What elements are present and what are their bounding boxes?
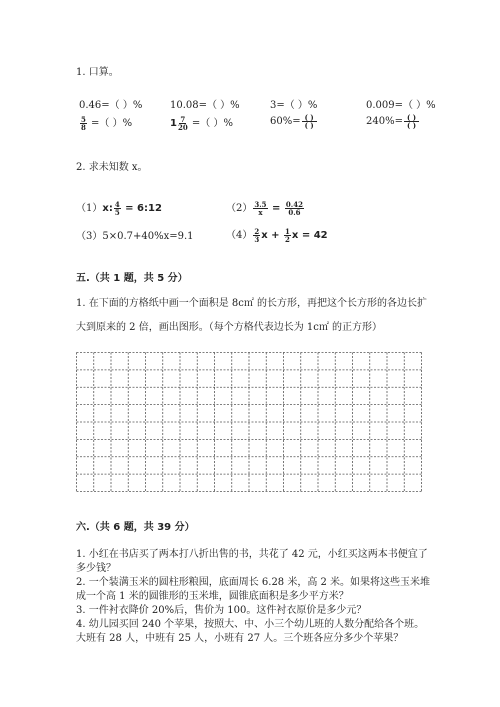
section-6-line-7: 大班有 28 人，中班有 25 人，小班有 27 人。三个班各应分多少个苹果？ (76, 633, 404, 644)
section-6-line-4: 成一个高 1 米的圆锥形的玉米堆，圆锥底面积是多少平方米？ (76, 591, 349, 602)
oral-item-1: 0.46=（ ）% (79, 100, 143, 111)
fraction-denominator: ( ) (406, 121, 417, 130)
fraction-numerator: 3.5 (254, 200, 267, 209)
grid-paper[interactable] (76, 352, 422, 492)
fraction-numerator: 1 (285, 227, 290, 236)
oral-item-7-pre: 60%= (270, 116, 301, 127)
fraction-numerator: 5 (81, 115, 86, 124)
expr-part: x = 42 (291, 230, 328, 241)
oral-item-4: 0.009=（ ）% (366, 100, 436, 111)
oral-item-6 (170, 114, 233, 131)
oral-heading: 1. 口算。 (76, 67, 119, 78)
fraction-numerator: ( ) (302, 114, 317, 122)
section-6-title: 六.（共 6 题，共 39 分） (76, 522, 195, 533)
problem-number: （1） (76, 203, 103, 214)
section-6-line-5: 3. 一件衬衣降价 20%后，售价为 100。这件衬衣原价是多少元？ (76, 605, 367, 616)
fraction-denominator: 8 (81, 123, 86, 132)
section-5-line-1: 1. 在下面的方格纸中画一个面积是 8c㎡ 的长方形，再把这个长方形的各边长扩 (76, 298, 428, 309)
fraction-numerator: 0.42 (285, 200, 303, 209)
expr-part: = 6:12 (121, 203, 162, 214)
oral-item-5-rest: =（ ）% (87, 118, 133, 129)
section-5-line-2: 大到原来的 2 倍，画出图形。（每个方格代表边长为 1c㎡ 的正方形） (76, 322, 383, 333)
fraction-numerator: ( ) (404, 114, 419, 122)
oral-item-8 (366, 114, 420, 129)
fraction-denominator: 2 (285, 235, 290, 244)
problem-number: （2） (226, 203, 253, 214)
fraction-denominator: 0.6 (288, 208, 301, 217)
section-6-line-6: 4. 幼儿园买回 240 个苹果，按照大、中、小三个幼儿班的人数分配给各个班。 (76, 619, 425, 630)
fraction-numerator: 4 (114, 200, 120, 209)
fraction-denominator: ( ) (304, 121, 314, 130)
expr-part: = (268, 203, 284, 214)
fraction-denominator: 5 (114, 208, 120, 217)
solve-problem-4 (226, 226, 328, 243)
solve-heading: 2. 求未知数 x。 (76, 162, 148, 173)
oral-item-6-rest: =（ ）% (188, 118, 233, 129)
section-6-line-3: 2. 一个装满玉米的圆柱形粮囤，底面周长 6.28 米，高 2 米。如果将这些玉米堆 (76, 577, 431, 588)
problem-number: （4） (226, 230, 253, 241)
section-5-title: 五.（共 1 题，共 5 分） (76, 273, 188, 284)
solve-problem-2 (226, 199, 305, 216)
oral-item-7 (270, 114, 318, 129)
expr-part: x: (102, 203, 113, 214)
section-6-line-1: 1. 小红在书店买了两本打八折出售的书，共花了 42 元，小红买这两本书便宜了 (76, 549, 428, 560)
solve-problem-1 (76, 199, 162, 216)
fraction-denominator: 3 (254, 235, 260, 244)
fraction-numerator: 7 (180, 115, 186, 124)
oral-item-3: 3=（ ）% (270, 100, 318, 111)
fraction-denominator: 20 (177, 123, 188, 132)
mixed-whole: 1 (170, 118, 177, 129)
fraction-numerator: 2 (254, 227, 260, 236)
expr-part: x + (261, 230, 284, 241)
solve-problem-3: （3）5×0.7+40%x=9.1 (76, 231, 194, 242)
fraction-denominator: x (258, 208, 263, 217)
oral-item-8-pre: 240%= (366, 116, 403, 127)
section-6-line-2: 多少钱？ (76, 563, 116, 574)
oral-item-5 (79, 114, 132, 131)
oral-item-2: 10.08=（ ）% (170, 100, 240, 111)
